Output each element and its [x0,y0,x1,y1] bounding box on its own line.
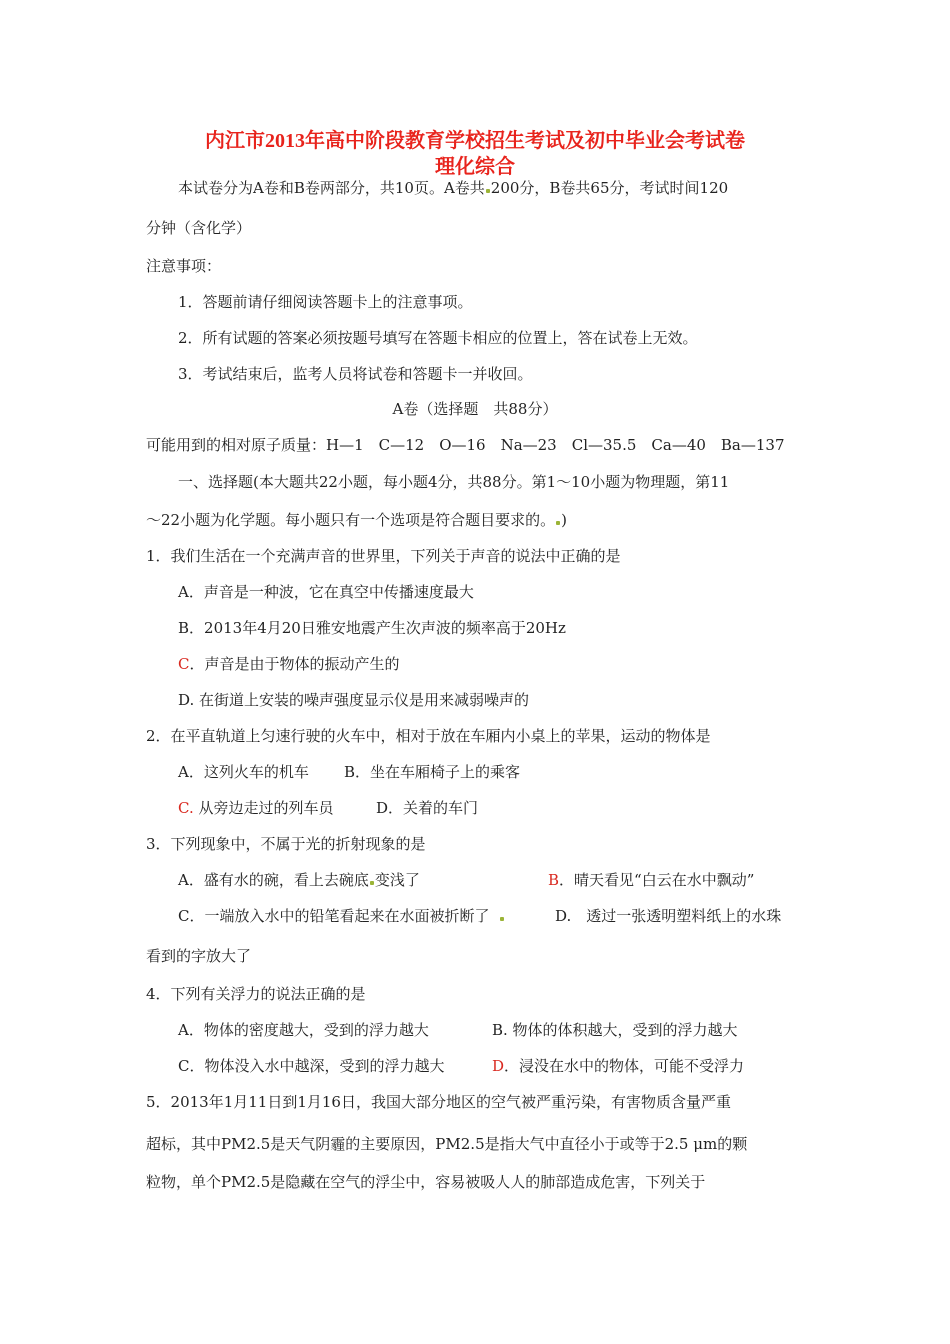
question-3-option-b [548,870,754,890]
question-2-stem [146,726,711,746]
intro-line-1 [178,178,728,198]
notes-heading: 注意事项： [146,257,222,275]
answer-letter: C [178,655,190,673]
instructions-paren: ) [561,511,567,529]
instructions-line-1: 一、选择题(本大题共22小题，每小题4分，共88分。第1～10小题为物理题，第11 [178,473,730,491]
question-4-option-d [492,1056,744,1076]
question-1-option-b: B．2013年4月20日雅安地震产生次声波的频率高于20Hz [178,619,566,637]
atomic-masses: 可能用到的相对原子质量：H—1 C—12 O—16 Na—23 Cl—35.5 Ca—40 Ba—137 [146,436,785,454]
question-4-stem: 4．下列有关浮力的说法正确的是 [146,985,366,1003]
question-2-option-b: B．坐在车厢椅子上的乘客 [344,763,521,781]
question-3-option-d-cont: 看到的字放大了 [146,947,252,965]
mark-dot [370,881,374,885]
question-4-option-b: B. 物体的体积越大，受到的浮力越大 [492,1021,738,1039]
intro-line-2: 分钟（含化学） [146,219,252,237]
option-text: 从旁边走过的列车员 [193,799,334,817]
instructions-line-2 [146,510,567,530]
instructions-text: ～22小题为化学题。每小题只有一个选项是符合题目要求的。 [146,511,556,529]
option-text: C．一端放入水中的铅笔看起来在水面被折断了 [178,907,490,925]
option-text: ．声音是由于物体的振动产生的 [189,655,400,673]
question-1-option-c [178,654,400,674]
mark-dot [500,917,504,921]
question-5-stem-line-1: 5．2013年1月11日到1月16日，我国大部分地区的空气被严重污染，有害物质含量严重 [146,1093,731,1111]
answer-letter: D [492,1057,505,1075]
question-2-option-c [178,798,334,818]
stem-text-a: 2．在平直轨道上匀速行驶的火车中，相对于放 [146,727,456,745]
note-item: 1．答题前请仔细阅读答题卡上的注意事项。 [178,293,473,311]
mark-dot [486,189,490,193]
option-text: ．晴天看见“白云在水中飘动” [559,871,755,889]
question-3-option-a [178,870,420,890]
intro-text-a: 本试卷分为A卷和B卷两部分，共10页。A卷共 [178,179,485,197]
question-1-option-d: D. 在街道上安装的噪声强度显示仪是用来减弱噪声的 [178,691,530,709]
exam-subtitle: 理化综合 [435,156,515,178]
question-2-option-a: A．这列火车的机车 [178,763,309,781]
question-2-option-d: D．关着的车门 [376,799,479,817]
question-3-option-c [178,906,505,926]
question-1-stem: 1．我们生活在一个充满声音的世界里，下列关于声音的说法中正确的是 [146,547,621,565]
answer-letter: B [548,871,560,889]
question-5-stem-line-2: 超标，其中PM2.5是天气阴霾的主要原因，PM2.5是指大气中直径小于或等于2.5 μm的颗 [146,1135,748,1153]
option-text: ．浸没在水中的物体，可能不受浮力 [504,1057,745,1075]
section-a-heading: A卷（选择题 共88分） [392,400,558,418]
mark-dot [556,521,560,525]
note-item: 2．所有试题的答案必须按题号填写在答题卡相应的位置上，答在试卷上无效。 [178,329,698,347]
question-3-stem: 3．下列现象中，不属于光的折射现象的是 [146,835,426,853]
question-4-option-a: A．物体的密度越大，受到的浮力越大 [178,1021,429,1039]
exam-title: 内江市2013年高中阶段教育学校招生考试及初中毕业会考试卷 [205,130,745,152]
answer-letter: C. [178,799,194,817]
question-4-option-c: C．物体没入水中越深，受到的浮力越大 [178,1057,445,1075]
option-text-b: 变浅了 [374,871,420,889]
question-5-stem-line-3: 粒物，单个PM2.5是隐藏在空气的浮尘中，容易被吸人人的肺部造成危害，下列关于 [146,1173,706,1191]
question-3-option-d: D. 透过一张透明塑料纸上的水珠 [555,907,782,925]
option-text-a: A．盛有水的碗，看上去碗底 [178,871,369,889]
question-1-option-a: A．声音是一种波，它在真空中传播速度最大 [178,583,474,601]
stem-text-b: 在车厢内小桌上的苹果，运动的物体是 [455,727,711,745]
intro-text-b: 200分，B卷共65分，考试时间120 [490,179,729,197]
note-item: 3．考试结束后，监考人员将试卷和答题卡一并收回。 [178,365,533,383]
